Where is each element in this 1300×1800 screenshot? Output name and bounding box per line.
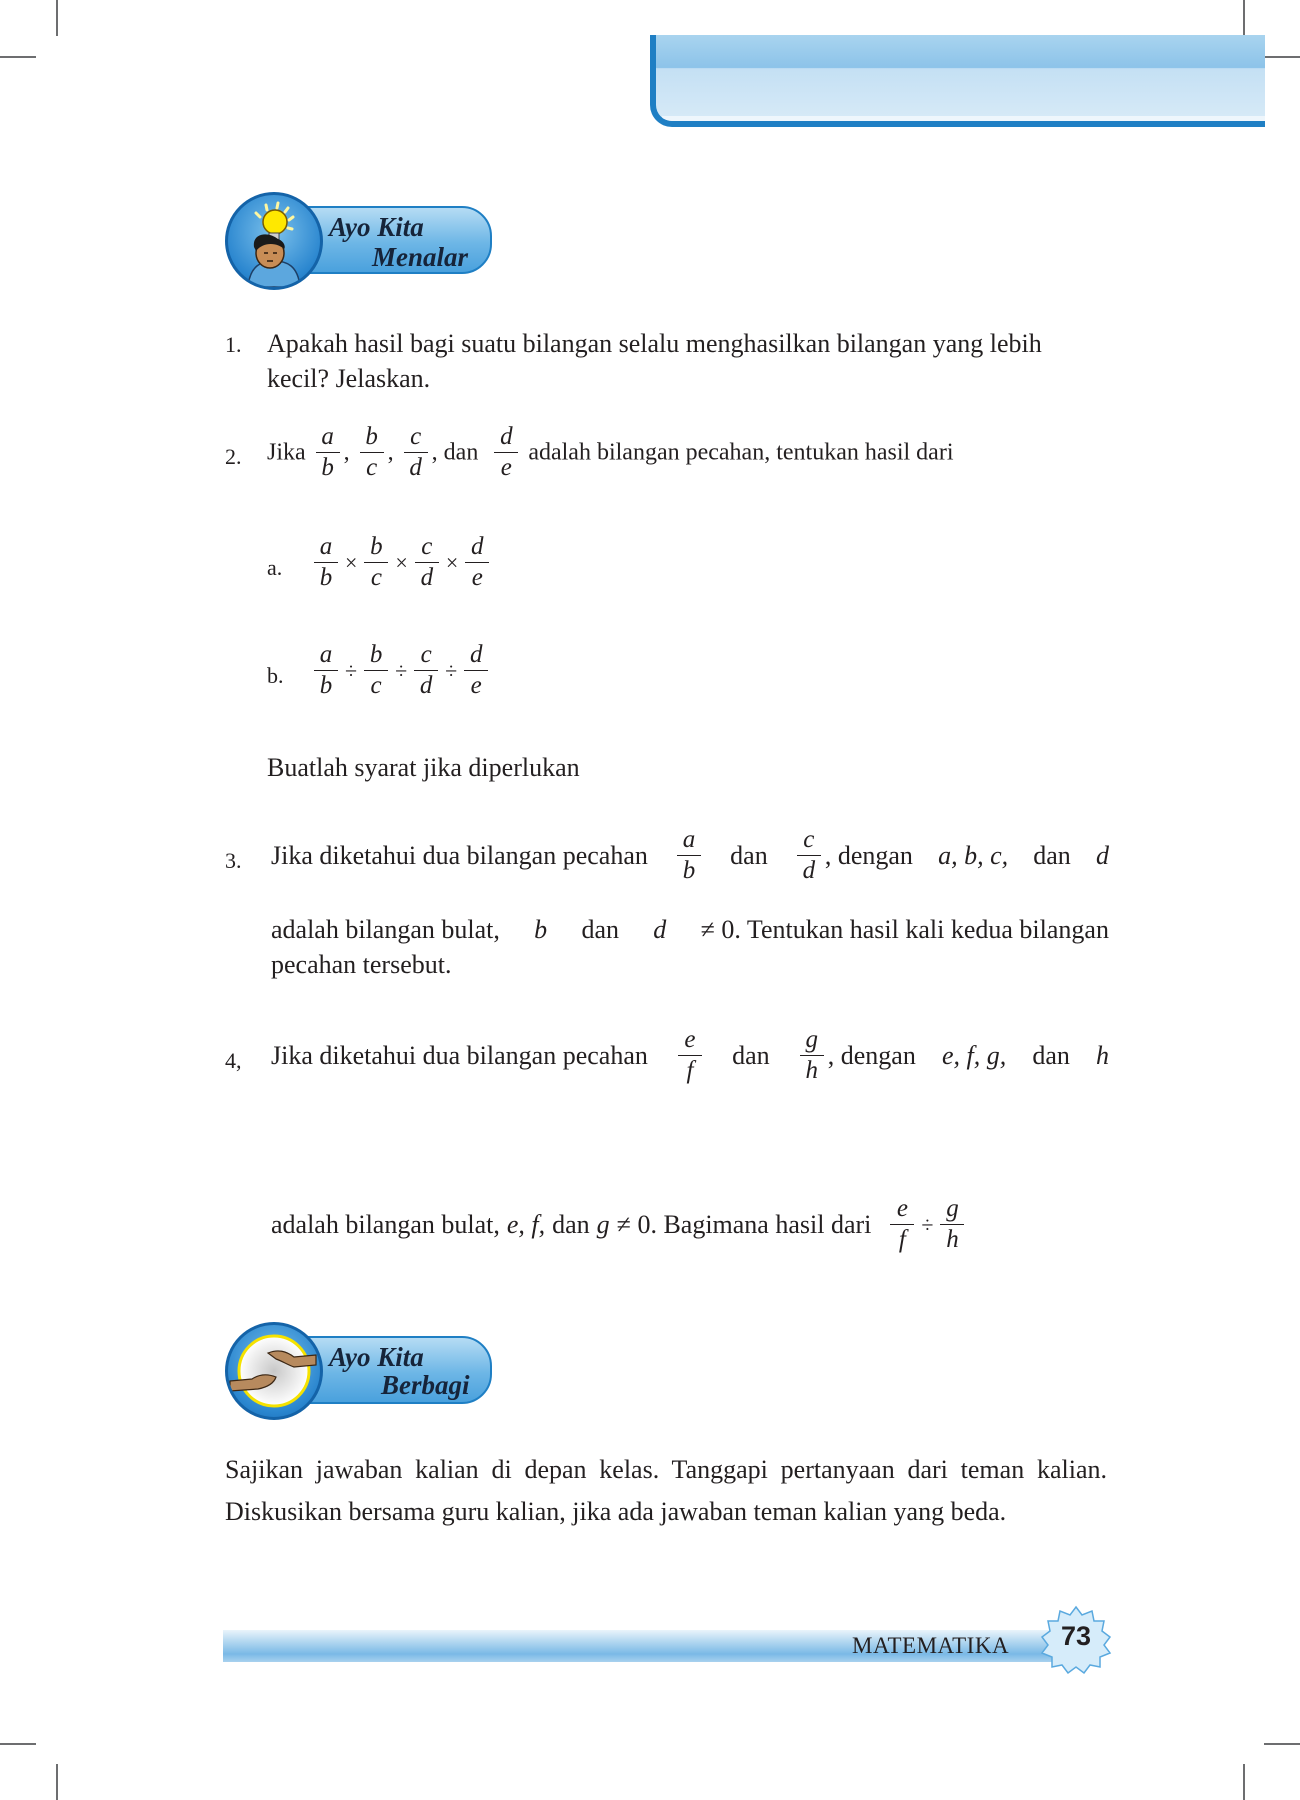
fraction-a-over-b: $\frac{a}{b}$ bbox=[316, 424, 340, 482]
question-1-line1: Apakah hasil bagi suatu bilangan selalu menghasilkan bilangan yang lebih bbox=[267, 329, 1042, 358]
question-1-line2: kecil? Jelaskan. bbox=[267, 364, 431, 393]
badge-title-line2: Menalar bbox=[372, 242, 469, 272]
q2-note: Buatlah syarat jika diperlukan bbox=[267, 753, 580, 782]
question-4-line1: Jika diketahui dua bilangan pecahan $\frac{e}{f}$ dan $\frac{g}{h}$ , dengan e, f, g, dan h bbox=[271, 1026, 1109, 1085]
question-3-line3: pecahan tersebut. bbox=[271, 950, 452, 979]
question-4-line2: adalah bilangan bulat, e, f, dan g ≠ 0. Bagimana hasil dari $\frac{e}{f}$ ÷ $\frac{g}{h}$ bbox=[271, 1196, 968, 1254]
fraction-c-over-d: $\frac{c}{d}$ bbox=[404, 424, 428, 482]
badge-title-line1: Ayo Kita bbox=[329, 212, 424, 242]
page-number: 73 bbox=[1060, 1621, 1092, 1651]
q2-suffix: adalah bilangan pecahan, tentukan hasil dari bbox=[528, 439, 954, 466]
thinking-person-lightbulb-icon bbox=[225, 192, 323, 290]
crop-mark-bottom-right-v bbox=[1243, 1764, 1245, 1800]
crop-mark-top-right-h bbox=[1264, 56, 1300, 58]
q2-part-b-label: b. bbox=[267, 663, 284, 688]
header-banner bbox=[650, 35, 1265, 127]
crop-mark-bottom-right-h bbox=[1264, 1743, 1300, 1745]
badge-title-line1: Ayo Kita bbox=[329, 1342, 424, 1372]
crop-mark-bottom-left-h bbox=[0, 1743, 36, 1745]
question-3-line1: Jika diketahui dua bilangan pecahan $\frac{a}{b}$ dan $\frac{c}{d}$ , dengan a, b, c, dan d bbox=[271, 826, 1109, 885]
question-3-number: 3. bbox=[225, 848, 242, 873]
sharing-hands-icon bbox=[225, 1322, 323, 1420]
section-badge-menalar bbox=[225, 192, 495, 292]
closing-line1: Sajikan jawaban kalian di depan kelas. Tanggapi pertanyaan dari teman kalian. bbox=[225, 1455, 1107, 1484]
q2-part-b-expression: $\frac{a}{b}$ ÷ $\frac{b}{c}$ ÷ $\frac{c}{d}$ ÷ $\frac{d}{e}$ bbox=[310, 642, 492, 700]
question-1-number: 1. bbox=[225, 332, 242, 357]
q2-prefix: Jika bbox=[267, 439, 306, 466]
fraction-b-over-c: $\frac{b}{c}$ bbox=[360, 424, 384, 482]
crop-mark-top-left-v bbox=[56, 0, 58, 36]
q2-part-a-label: a. bbox=[267, 555, 283, 580]
badge-title-line2: Berbagi bbox=[381, 1370, 470, 1400]
question-3-line2: adalah bilangan bulat, b dan d ≠ 0. Tentukan hasil kali kedua bilangan bbox=[271, 915, 1109, 944]
section-badge-berbagi bbox=[225, 1322, 495, 1422]
fraction-d-over-e: $\frac{d}{e}$ bbox=[494, 424, 518, 482]
footer-subject: MATEMATIKA bbox=[852, 1633, 1010, 1658]
crop-mark-bottom-left-v bbox=[56, 1764, 58, 1800]
question-2-number: 2. bbox=[225, 444, 242, 469]
crop-mark-top-left-h bbox=[0, 56, 36, 58]
crop-mark-top-right-v bbox=[1243, 0, 1245, 36]
question-4-number: 4, bbox=[225, 1048, 242, 1073]
closing-line2: Diskusikan bersama guru kalian, jika ada jawaban teman kalian yang beda. bbox=[225, 1497, 1007, 1526]
question-2-statement: Jika $\frac{a}{b}$ , $\frac{b}{c}$ , $\frac{c}{d}$ , dan $\frac{d}{e}$ adalah bilangan pecahan, tentukan hasil dari bbox=[267, 423, 954, 482]
q2-part-a-expression: $\frac{a}{b}$ × $\frac{b}{c}$ × $\frac{c}{d}$ × $\frac{d}{e}$ bbox=[310, 534, 493, 592]
